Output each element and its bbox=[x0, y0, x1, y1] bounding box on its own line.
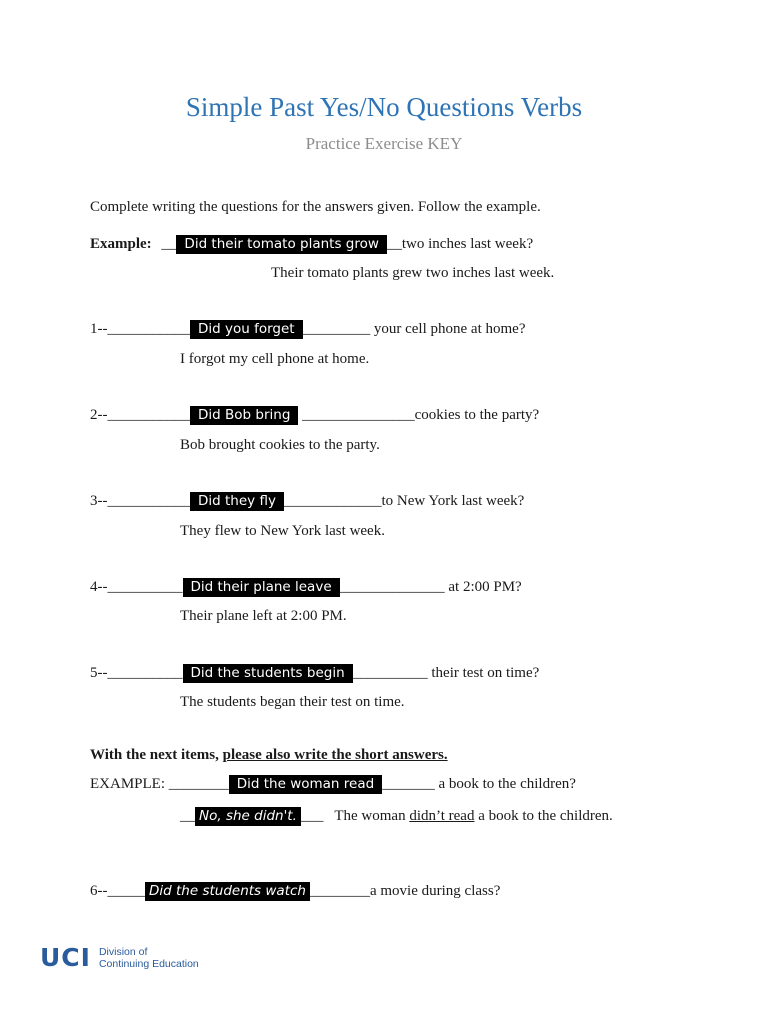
page-title: Simple Past Yes/No Questions Verbs bbox=[185, 92, 583, 122]
item-2-question: 2--___________ Did Bob bring _______________cookies to the party? bbox=[90, 407, 540, 423]
item-3-question: 3--___________ Did they fly _____________to New York last week? bbox=[90, 493, 525, 509]
item-6-question: 6--_____ Did the students watch ________a movie during class? bbox=[90, 883, 501, 899]
item-4-answer: Did their plane leave bbox=[183, 578, 340, 597]
item-5-answer: Did the students begin bbox=[183, 664, 353, 683]
item-2-answer: Did Bob bring bbox=[190, 406, 298, 425]
item-1-question: 1--___________ Did you forget _________ your cell phone at home? bbox=[90, 321, 526, 337]
item-3-answer: Did they fly bbox=[190, 492, 284, 511]
item-6-answer: Did the students watch bbox=[145, 882, 310, 901]
instructions: Complete writing the questions for the answers given. Follow the example. bbox=[90, 199, 541, 215]
item-2-statement: Bob brought cookies to the party. bbox=[180, 437, 380, 453]
section-2-example-answer: Did the woman read bbox=[229, 775, 382, 794]
section-2-heading: With the next items, please also write the short answers. bbox=[90, 747, 448, 763]
uci-logo bbox=[40, 943, 199, 972]
page-subtitle: Practice Exercise KEY bbox=[305, 134, 463, 153]
item-4-question: 4--__________ Did their plane leave ______________ at 2:00 PM? bbox=[90, 579, 522, 595]
example-label: Example: bbox=[90, 236, 152, 252]
item-1-statement: I forgot my cell phone at home. bbox=[180, 351, 370, 367]
item-1-answer: Did you forget bbox=[190, 320, 303, 339]
example-answer: Did their tomato plants grow bbox=[176, 235, 386, 254]
item-4-statement: Their plane left at 2:00 PM. bbox=[180, 608, 347, 624]
item-5-statement: The students began their test on time. bbox=[180, 694, 405, 710]
uci-logo-mark: UCI bbox=[40, 943, 91, 972]
item-5-question: 5--__________ Did the students begin __________ their test on time? bbox=[90, 665, 540, 681]
org-name: Division of Continuing Education bbox=[98, 945, 199, 970]
example-question: Example: __ Did their tomato plants grow __two inches last week? bbox=[90, 236, 534, 252]
section-2-short-answer-line: __ No, she didn't. ___ The woman didn’t read a book to the children. bbox=[180, 808, 613, 824]
item-3-statement: They flew to New York last week. bbox=[180, 523, 385, 539]
short-answer: No, she didn't. bbox=[195, 807, 301, 826]
section-2-example-question: EXAMPLE: ________ Did the woman read _______ a book to the children? bbox=[90, 776, 576, 792]
example-statement: Their tomato plants grew two inches last week. bbox=[271, 265, 555, 281]
